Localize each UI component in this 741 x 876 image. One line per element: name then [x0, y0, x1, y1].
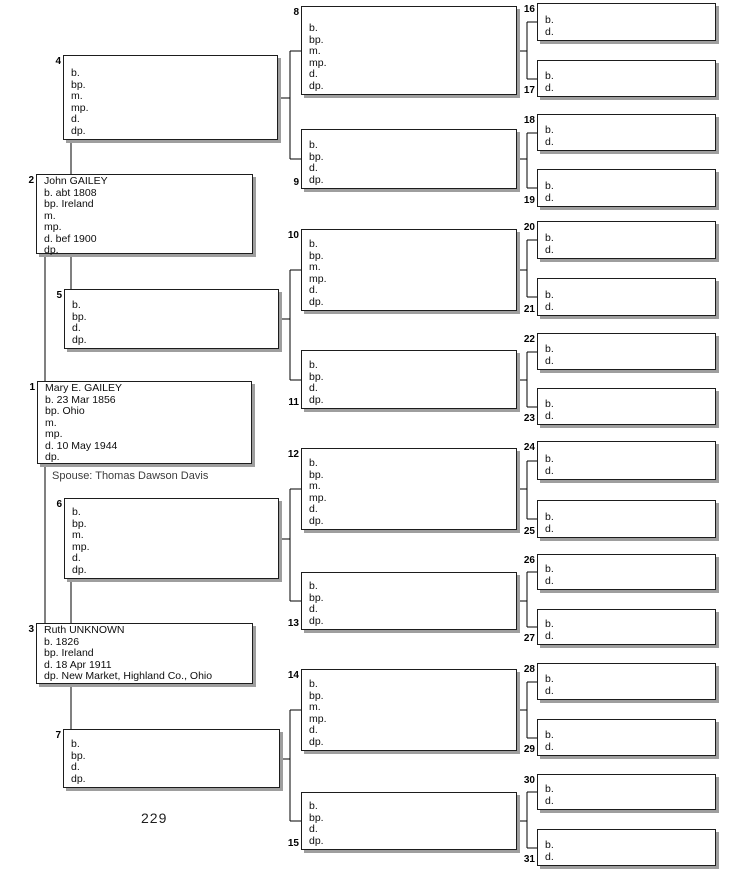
box-number: 8	[293, 7, 299, 18]
field-line: b.	[309, 22, 318, 34]
pedigree-box-19	[537, 169, 716, 207]
pedigree-box-15	[301, 792, 517, 850]
field-line: bp.	[309, 249, 324, 262]
field-line: d.	[545, 629, 554, 642]
field-line: b.	[309, 139, 318, 151]
pedigree-box-23	[537, 388, 716, 425]
field-line: d. 18 Apr 1911	[44, 658, 112, 671]
box-number: 3	[28, 624, 34, 635]
box-number: 1	[29, 382, 35, 393]
pedigree-box-2	[36, 174, 253, 254]
field-line: b.	[545, 563, 554, 575]
box-number: 14	[287, 670, 299, 681]
box-number: 6	[56, 499, 62, 510]
box-number: 18	[523, 115, 535, 126]
field-line: bp.	[309, 689, 324, 702]
field-line: b.	[71, 738, 80, 750]
box-text	[72, 507, 275, 576]
field-line: bp. Ireland	[44, 647, 94, 659]
field-line: d.	[309, 162, 318, 174]
box-text	[545, 840, 712, 863]
field-line: b.	[309, 580, 318, 592]
field-line: b.	[545, 14, 554, 26]
box-text	[309, 23, 513, 92]
box-text	[309, 360, 513, 406]
box-text	[545, 454, 712, 477]
field-line: d.	[309, 68, 318, 80]
pedigree-box-25	[537, 500, 716, 538]
field-line: dp.	[309, 79, 324, 92]
box-number: 31	[523, 854, 535, 865]
field-line: dp.	[309, 735, 324, 748]
pedigree-box-7	[63, 729, 280, 788]
box-number: 4	[55, 56, 61, 67]
field-line: d.	[309, 823, 318, 835]
field-line: b.	[545, 180, 554, 192]
field-line: mp.	[71, 101, 89, 114]
box-text	[545, 71, 712, 94]
field-line: Mary E. GAILEY	[45, 382, 123, 394]
box-text	[45, 383, 248, 464]
field-line: d.	[545, 850, 554, 863]
field-line: d.	[545, 191, 554, 204]
field-line: dp.	[309, 393, 324, 406]
box-text	[545, 399, 712, 422]
box-number: 25	[523, 526, 535, 537]
field-line: b.	[545, 453, 554, 465]
box-number: 20	[523, 222, 535, 233]
box-text	[545, 233, 712, 256]
box-number: 2	[28, 175, 34, 186]
field-line: d.	[309, 382, 318, 394]
field-line: mp.	[72, 540, 90, 553]
pedigree-box-21	[537, 278, 716, 316]
box-number: 13	[287, 618, 299, 629]
box-text	[309, 458, 513, 527]
pedigree-box-5	[64, 289, 279, 349]
field-line: b.	[72, 299, 81, 311]
box-number: 9	[293, 177, 299, 188]
box-number: 19	[523, 195, 535, 206]
field-line: b.	[545, 673, 554, 685]
field-line: bp.	[309, 468, 324, 481]
field-line: b.	[309, 800, 318, 812]
box-number: 11	[288, 397, 299, 408]
pedigree-box-14	[301, 669, 517, 751]
person-name: John GAILEY	[44, 175, 108, 187]
field-line: m.	[309, 45, 321, 57]
field-line: mp.	[309, 712, 327, 725]
box-text	[72, 300, 275, 346]
field-line: d.	[545, 574, 554, 587]
field-line: mp.	[309, 491, 327, 504]
box-text	[545, 125, 712, 148]
field-line: d.	[545, 409, 554, 422]
field-line: dp.	[72, 563, 87, 576]
box-number: 12	[287, 449, 299, 460]
field-line: d.	[72, 322, 81, 334]
field-line: dp.	[309, 614, 324, 627]
box-number: 29	[523, 744, 535, 755]
field-line: mp.	[309, 56, 327, 69]
box-number: 26	[523, 555, 535, 566]
box-number: 17	[523, 85, 535, 96]
field-line: bp.	[72, 310, 87, 323]
box-text	[545, 181, 712, 204]
field-line: dp.	[309, 514, 324, 527]
pedigree-box-16	[537, 3, 716, 41]
field-line: bp.	[309, 33, 324, 46]
box-text	[545, 674, 712, 697]
field-line: mp.	[309, 272, 327, 285]
field-line: m.	[45, 416, 57, 429]
field-line: b.	[71, 67, 80, 79]
box-number: 21	[523, 304, 535, 315]
field-line: dp.	[45, 451, 60, 463]
field-line: bp. Ohio	[45, 405, 85, 417]
field-line: b.	[545, 70, 554, 82]
field-line: b.	[309, 678, 318, 690]
box-text	[545, 290, 712, 313]
field-line: d.	[309, 503, 318, 515]
pedigree-box-27	[537, 609, 716, 645]
field-line: b.	[545, 783, 554, 795]
field-line: d.	[545, 25, 554, 38]
box-text	[545, 15, 712, 38]
pedigree-box-17	[537, 60, 716, 97]
box-number: 23	[523, 413, 535, 424]
field-line: bp.	[72, 517, 87, 530]
field-line: bp.	[309, 150, 324, 163]
field-line: d.	[545, 740, 554, 753]
box-text	[71, 739, 276, 785]
field-line: d. 10 May 1944	[45, 439, 118, 452]
field-line: bp.	[309, 811, 324, 824]
pedigree-box-24	[537, 441, 716, 480]
box-text	[309, 581, 513, 627]
box-number: 16	[523, 4, 535, 15]
box-number: 10	[287, 230, 299, 241]
field-line: d.	[71, 761, 80, 773]
field-line: d.	[545, 684, 554, 697]
field-line: b.	[309, 457, 318, 469]
box-text	[44, 625, 249, 683]
field-line: bp.	[309, 591, 324, 604]
pedigree-box-28	[537, 663, 716, 700]
field-line: d.	[545, 522, 554, 535]
box-text	[545, 619, 712, 642]
field-line: dp.	[71, 772, 86, 785]
spouse-label: Spouse: Thomas Dawson Davis	[52, 470, 209, 482]
pedigree-box-29	[537, 719, 716, 756]
field-line: dp.	[71, 124, 86, 137]
pedigree-box-8	[301, 6, 517, 95]
box-number: 27	[523, 633, 535, 644]
field-line: d.	[545, 300, 554, 313]
person-name: Ruth UNKNOWN	[44, 624, 125, 636]
pedigree-box-13	[301, 572, 517, 630]
field-line: bp.	[71, 749, 86, 762]
field-line: b. 1826	[44, 635, 80, 648]
field-line: b.	[545, 729, 554, 741]
field-line: d. bef 1900	[44, 232, 97, 245]
field-line: b.	[545, 398, 554, 410]
box-text	[309, 801, 513, 847]
box-number: 15	[287, 838, 299, 849]
field-line: mp.	[45, 428, 63, 440]
pedigree-box-30	[537, 774, 716, 810]
field-line: b.	[309, 238, 318, 250]
pedigree-box-6	[64, 498, 279, 579]
box-text	[309, 239, 513, 308]
pedigree-box-22	[537, 333, 716, 370]
box-text	[44, 176, 249, 257]
box-number: 7	[55, 730, 61, 741]
field-line: d.	[545, 794, 554, 807]
field-line: bp.	[309, 370, 324, 383]
field-line: m.	[309, 480, 321, 492]
field-line: b.	[545, 839, 554, 851]
field-line: b.	[309, 359, 318, 371]
box-text	[309, 679, 513, 748]
field-line: d.	[545, 135, 554, 148]
field-line: bp.	[71, 78, 86, 91]
pedigree-box-12	[301, 448, 517, 530]
field-line: dp.	[309, 173, 324, 186]
pedigree-box-18	[537, 114, 716, 151]
field-line: m.	[71, 90, 83, 102]
field-line: bp. Ireland	[44, 198, 94, 210]
box-text	[545, 730, 712, 753]
field-line: dp. New Market, Highland Co., Ohio	[44, 670, 213, 682]
field-line: m.	[72, 529, 84, 541]
pedigree-box-3	[36, 623, 253, 684]
field-line: dp.	[72, 333, 87, 346]
field-line: d.	[545, 243, 554, 256]
field-line: b.	[545, 343, 554, 355]
pedigree-box-10	[301, 229, 517, 311]
box-number: 22	[523, 334, 535, 345]
pedigree-box-1	[37, 381, 252, 464]
field-line: b.	[545, 124, 554, 136]
field-line: m.	[44, 209, 56, 222]
field-line: b.	[545, 618, 554, 630]
pedigree-box-11	[301, 350, 517, 409]
pedigree-box-9	[301, 129, 517, 189]
box-text	[545, 564, 712, 587]
field-line: dp.	[309, 834, 324, 847]
field-line: d.	[545, 464, 554, 477]
box-text	[545, 344, 712, 367]
field-line: dp.	[44, 244, 59, 256]
field-line: d.	[545, 81, 554, 94]
field-line: mp.	[44, 221, 62, 233]
field-line: b.	[545, 511, 554, 523]
box-number: 30	[523, 775, 535, 786]
box-text	[545, 512, 712, 535]
field-line: b. 23 Mar 1856	[45, 393, 116, 406]
field-line: d.	[71, 113, 80, 125]
field-line: d.	[72, 552, 81, 564]
field-line: dp.	[309, 295, 324, 308]
field-line: b.	[72, 506, 81, 518]
field-line: m.	[309, 261, 321, 273]
box-number: 24	[523, 442, 535, 453]
box-text	[309, 140, 513, 186]
pedigree-box-31	[537, 829, 716, 866]
field-line: m.	[309, 701, 321, 713]
field-line: d.	[309, 603, 318, 615]
page-number: 229	[141, 810, 168, 826]
box-number: 5	[56, 290, 62, 301]
field-line: d.	[309, 724, 318, 736]
pedigree-box-20	[537, 221, 716, 259]
pedigree-box-4	[63, 55, 278, 140]
field-line: b.	[545, 232, 554, 244]
pedigree-box-26	[537, 554, 716, 590]
field-line: b.	[545, 289, 554, 301]
box-text	[71, 68, 274, 137]
field-line: d.	[309, 284, 318, 296]
box-number: 28	[523, 664, 535, 675]
field-line: b. abt 1808	[44, 186, 97, 199]
field-line: d.	[545, 354, 554, 367]
box-text	[545, 784, 712, 807]
